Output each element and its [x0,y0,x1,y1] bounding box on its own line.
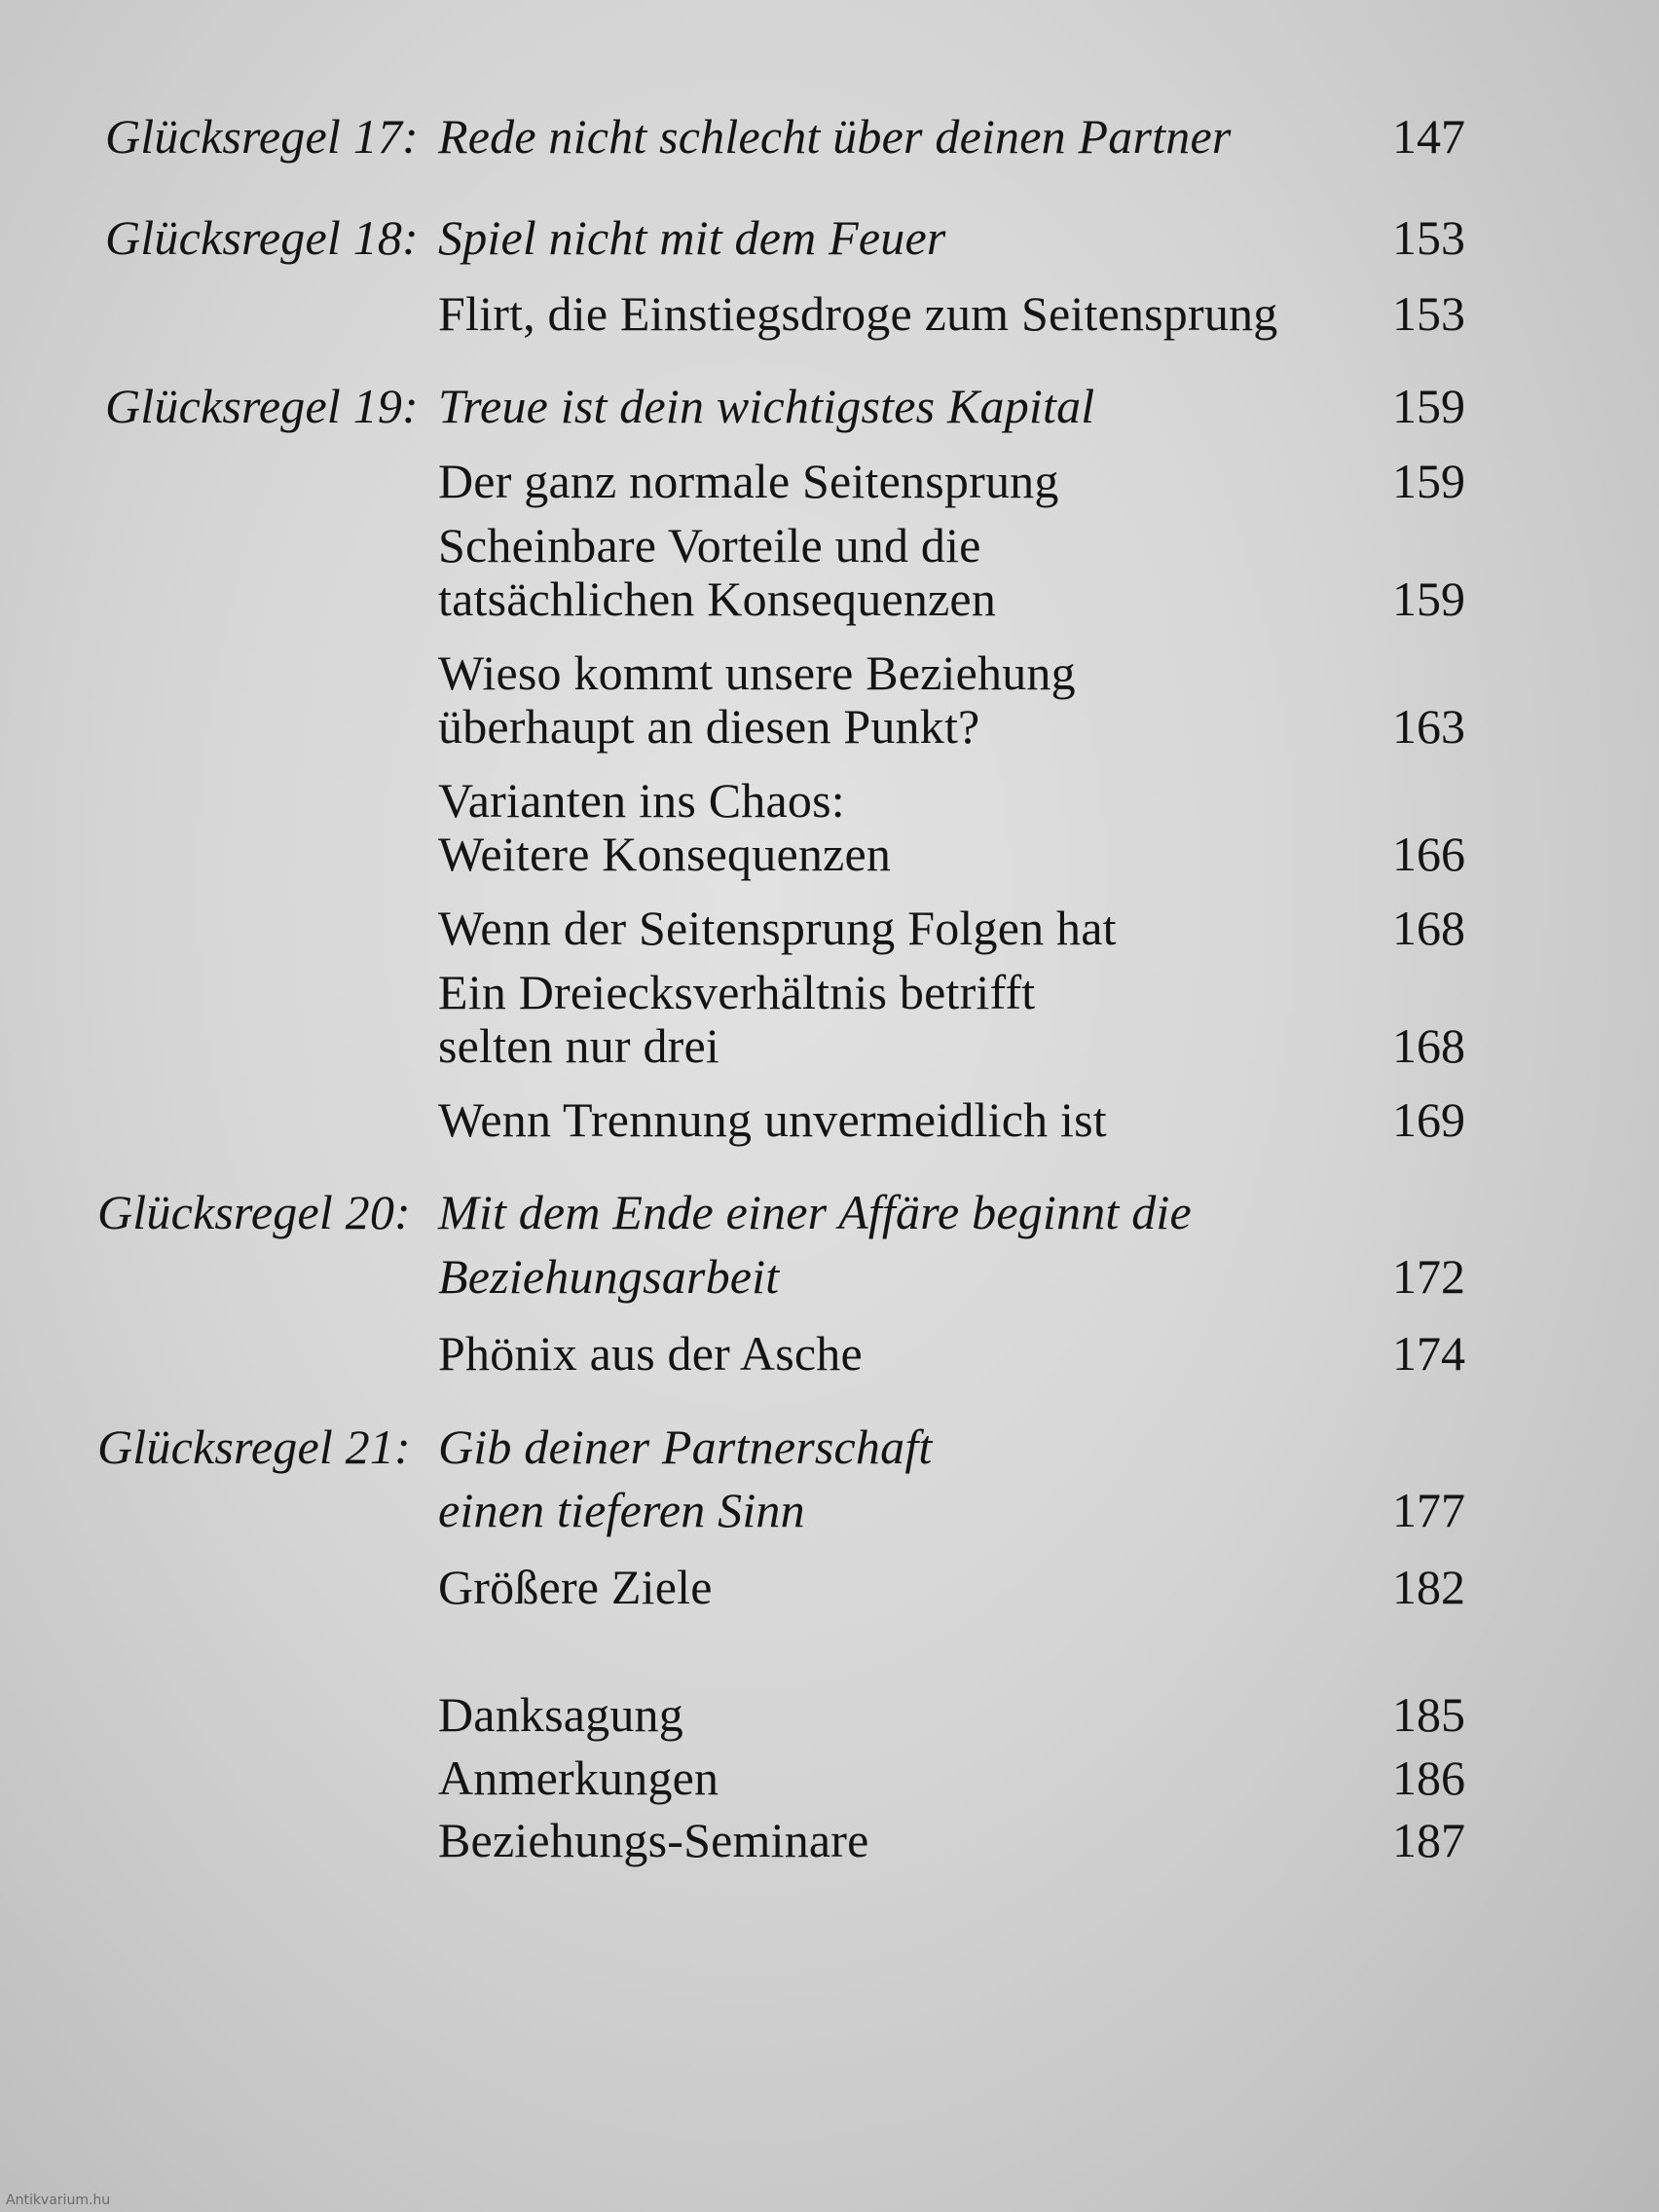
rule-20-title-line-2: Beziehungsarbeit [438,1249,780,1304]
rule-19-sub-3-line-1: Wieso kommt unsere Beziehung [438,645,1076,700]
rule-19-label: Glücksregel 19: [105,379,419,433]
rule-17-page: 147 [1392,109,1465,164]
rule-21-title-line-2: einen tieferen Sinn [438,1483,805,1537]
rule-20-label: Glücksregel 20: [97,1185,411,1239]
rule-20-page: 172 [1392,1249,1465,1304]
rule-21-label: Glücksregel 21: [97,1419,411,1474]
rule-19-sub-7-page: 169 [1392,1092,1465,1147]
rule-17-title: Rede nicht schlecht über deinen Partner [438,109,1232,164]
rule-19-sub-7-title: Wenn Trennung unvermeidlich ist [438,1092,1107,1147]
back-matter-anmerkungen: Anmerkungen [438,1751,719,1805]
rule-19-sub-3-page: 163 [1392,699,1465,754]
rule-18-sub-1-page: 153 [1392,286,1465,341]
rule-19-sub-3-line-2: überhaupt an diesen Punkt? [438,699,980,754]
rule-19-sub-6-line-1: Ein Dreiecksverhältnis betrifft [438,965,1036,1019]
watermark: Antikvarium.hu [6,2193,111,2208]
rule-19-sub-4-line-1: Varianten ins Chaos: [438,773,845,828]
rule-19-title: Treue ist dein wichtigstes Kapital [438,379,1095,433]
back-matter-anmerkungen-page: 186 [1392,1751,1465,1805]
back-matter-seminare: Beziehungs-Seminare [438,1813,869,1867]
rule-20-title-line-1: Mit dem Ende einer Affäre beginnt die [438,1185,1192,1239]
rule-18-label: Glücksregel 18: [105,210,419,265]
rule-21-title-line-1: Gib deiner Partnerschaft [438,1419,933,1474]
rule-18-title: Spiel nicht mit dem Feuer [438,210,946,265]
rule-17-label: Glücksregel 17: [105,109,419,164]
back-matter-danksagung: Danksagung [438,1687,683,1742]
rule-19-sub-2-page: 159 [1392,571,1465,626]
rule-21-sub-1-page: 182 [1392,1560,1465,1614]
rule-20-sub-1-page: 174 [1392,1326,1465,1381]
rule-21-sub-1-title: Größere Ziele [438,1560,713,1614]
rule-19-sub-2-line-2: tatsächlichen Konsequenzen [438,571,997,626]
rule-19-sub-6-line-2: selten nur drei [438,1018,720,1073]
rule-19-sub-1-page: 159 [1392,454,1465,508]
rule-19-sub-4-line-2: Weitere Konsequenzen [438,827,892,881]
rule-20-sub-1-title: Phönix aus der Asche [438,1326,863,1381]
back-matter-danksagung-page: 185 [1392,1687,1465,1742]
rule-19-sub-5-title: Wenn der Seitensprung Folgen hat [438,901,1117,955]
back-matter-seminare-page: 187 [1392,1813,1465,1867]
rule-18-sub-1-title: Flirt, die Einstiegsdroge zum Seitensprung [438,286,1278,341]
rule-19-sub-5-page: 168 [1392,901,1465,955]
rule-19-page: 159 [1392,379,1465,433]
rule-18-page: 153 [1392,210,1465,265]
rule-21-page: 177 [1392,1483,1465,1537]
rule-19-sub-1-title: Der ganz normale Seitensprung [438,454,1059,508]
rule-19-sub-6-page: 168 [1392,1018,1465,1073]
rule-19-sub-2-line-1: Scheinbare Vorteile und die [438,518,981,572]
rule-19-sub-4-page: 166 [1392,827,1465,881]
